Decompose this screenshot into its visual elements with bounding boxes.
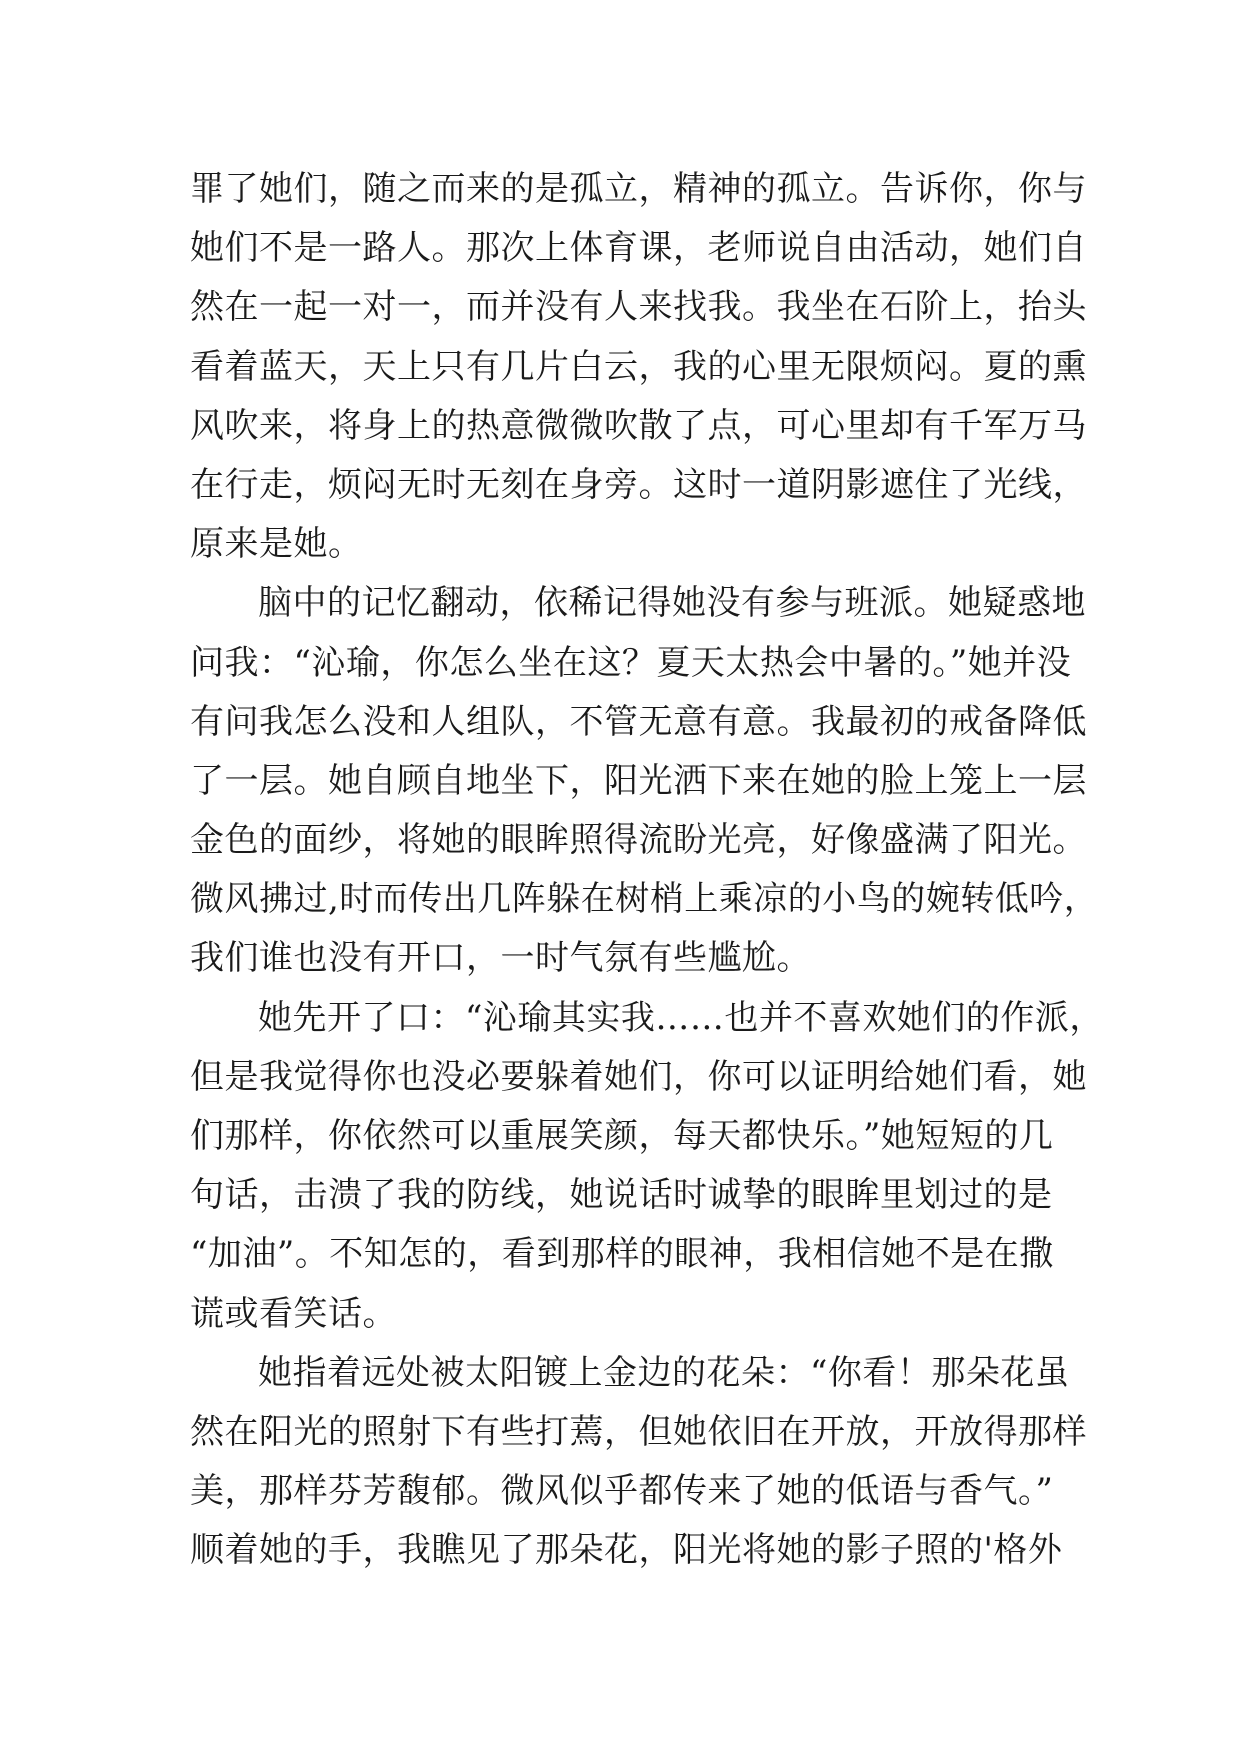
text-line: 顺着她的手，我瞧见了那朵花，阳光将她的影子照的'格外 bbox=[190, 1530, 1063, 1571]
text-line: 但是我觉得你也没必要躲着她们，你可以证明给她们看，她 bbox=[190, 1056, 1087, 1097]
text-line: 在行走，烦闷无时无刻在身旁。这时一道阴影遮住了光线， bbox=[190, 464, 1087, 505]
text-line: “加油”。不知怎的，看到那样的眼神，我相信她不是在撒 bbox=[190, 1234, 1054, 1275]
paragraph-start-line: 她先开了口：“沁瑜其实我……也并不喜欢她们的作派， bbox=[258, 997, 1104, 1038]
text-line: 微风拂过,时而传出几阵躲在树梢上乘凉的小鸟的婉转低吟， bbox=[190, 879, 1099, 920]
text-line: 原来是她。 bbox=[190, 524, 363, 565]
paragraph-start-line: 她指着远处被太阳镀上金边的花朵：“你看！那朵花虽 bbox=[258, 1352, 1070, 1393]
text-line: 然在阳光的照射下有些打蔫，但她依旧在开放，开放得那样 bbox=[190, 1411, 1087, 1452]
text-line: 谎或看笑话。 bbox=[190, 1293, 397, 1334]
text-line: 看着蓝天，天上只有几片白云，我的心里无限烦闷。夏的熏 bbox=[190, 346, 1087, 387]
text-line: 句话，击溃了我的防线，她说话时诚挚的眼眸里划过的是 bbox=[190, 1175, 1053, 1216]
paragraph-start-line: 脑中的记忆翻动，依稀记得她没有参与班派。她疑惑地 bbox=[258, 583, 1086, 624]
text-line: 问我：“沁瑜，你怎么坐在这？夏天太热会中暑的。”她并没 bbox=[190, 642, 1072, 683]
text-line: 风吹来，将身上的热意微微吹散了点，可心里却有千军万马 bbox=[190, 405, 1087, 446]
text-line: 了一层。她自顾自地坐下，阳光洒下来在她的脸上笼上一层 bbox=[190, 760, 1087, 801]
text-line: 美，那样芬芳馥郁。微风似乎都传来了她的低语与香气。” bbox=[190, 1471, 1054, 1512]
text-line: 有问我怎么没和人组队，不管无意有意。我最初的戒备降低 bbox=[190, 701, 1087, 742]
text-line: 然在一起一对一，而并没有人来找我。我坐在石阶上，抬头 bbox=[190, 287, 1087, 328]
text-line: 我们谁也没有开口，一时气氛有些尴尬。 bbox=[190, 938, 811, 979]
text-line: 们那样，你依然可以重展笑颜，每天都快乐。”她短短的几 bbox=[190, 1116, 1054, 1156]
body-text bbox=[190, 160, 1104, 1581]
text-line: 金色的面纱，将她的眼眸照得流盼光亮，好像盛满了阳光。 bbox=[190, 820, 1087, 861]
text-line: 她们不是一路人。那次上体育课，老师说自由活动，她们自 bbox=[190, 228, 1087, 269]
text-line: 罪了她们，随之而来的是孤立，精神的孤立。告诉你，你与 bbox=[190, 169, 1087, 209]
